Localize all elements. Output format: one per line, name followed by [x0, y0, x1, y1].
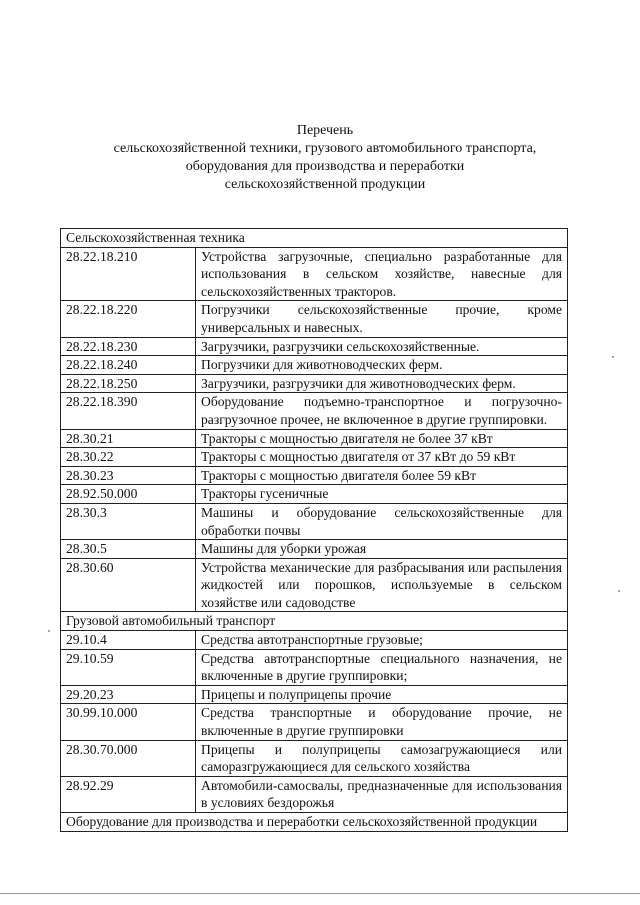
table-row [61, 649, 568, 685]
table-row [61, 393, 568, 429]
description-cell: Тракторы гусеничные [196, 485, 568, 504]
okpd-code-cell: 28.30.21 [61, 429, 196, 448]
table-row [61, 356, 568, 375]
title-line-2: сельскохозяйственной техники, грузового автомобильного транспорта, [113, 141, 537, 156]
okpd-code-cell: 30.99.10.000 [61, 704, 196, 740]
description-cell: Погрузчики для животноводческих ферм. [196, 356, 568, 375]
description-cell: Машины для уборки урожая [196, 540, 568, 559]
okpd-code-cell: 28.30.70.000 [61, 740, 196, 776]
okpd-code-cell: 28.30.22 [61, 448, 196, 467]
table-row [61, 429, 568, 448]
description-cell: Тракторы с мощностью двигателя более 59 кВт [196, 466, 568, 485]
section-header-row [61, 229, 568, 248]
okpd-code-cell: 28.30.23 [61, 466, 196, 485]
okpd-code-cell: 28.22.18.390 [61, 393, 196, 429]
table-row [61, 247, 568, 301]
okpd-code-cell: 28.30.60 [61, 558, 196, 612]
scan-edge-line [0, 893, 640, 894]
table-row [61, 740, 568, 776]
okpd-code-cell: 28.22.18.240 [61, 356, 196, 375]
description-cell: Средства автотранспортные грузовые; [196, 631, 568, 650]
description-cell: Загрузчики, разгрузчики для животноводческих ферм. [196, 374, 568, 393]
table-row [61, 631, 568, 650]
description-cell: Загрузчики, разгрузчики сельскохозяйственные. [196, 337, 568, 356]
equipment-table-body [61, 229, 568, 832]
okpd-code-cell: 29.20.23 [61, 685, 196, 704]
scan-speck [612, 356, 614, 358]
okpd-code-cell: 28.92.50.000 [61, 485, 196, 504]
description-cell: Погрузчики сельскохозяйственные прочие, кроме универсальных и навесных. [196, 301, 568, 337]
okpd-code-cell: 28.92.29 [61, 776, 196, 812]
okpd-code-cell: 28.22.18.210 [61, 247, 196, 301]
table-row [61, 558, 568, 612]
okpd-code-cell: 28.22.18.250 [61, 374, 196, 393]
table-row [61, 685, 568, 704]
scan-speck [48, 630, 50, 632]
section-title: Сельскохозяйственная техника [61, 229, 568, 248]
table-row [61, 540, 568, 559]
description-cell: Средства автотранспортные специального назначения, не включенные в другие группировки; [196, 649, 568, 685]
okpd-code-cell: 28.30.5 [61, 540, 196, 559]
description-cell: Машины и оборудование сельскохозяйственные для обработки почвы [196, 503, 568, 539]
table-row [61, 301, 568, 337]
title-line-4: сельскохозяйственной продукции [224, 177, 426, 192]
table-row [61, 466, 568, 485]
description-cell: Устройства механические для разбрасывания или распыления жидкостей или порошков, используемые в сельском хозяйстве или садоводстве [196, 558, 568, 612]
description-cell: Тракторы с мощностью двигателя от 37 кВт до 59 кВт [196, 448, 568, 467]
section-header-row [61, 813, 568, 832]
section-title: Грузовой автомобильный транспорт [61, 612, 568, 631]
description-cell: Оборудование подъемно-транспортное и погрузочно-разгрузочное прочее, не включенное в другие группировки. [196, 393, 568, 429]
table-row [61, 776, 568, 812]
section-title: Оборудование для производства и переработки сельскохозяйственной продукции [61, 813, 568, 832]
description-cell: Тракторы с мощностью двигателя не более 37 кВт [196, 429, 568, 448]
okpd-code-cell: 28.22.18.230 [61, 337, 196, 356]
description-cell: Автомобили-самосвалы, предназначенные для использования в условиях бездорожья [196, 776, 568, 812]
title-line-1: Перечень [296, 123, 354, 138]
table-row [61, 448, 568, 467]
description-cell: Прицепы и полуприцепы прочие [196, 685, 568, 704]
okpd-code-cell: 29.10.59 [61, 649, 196, 685]
table-row [61, 374, 568, 393]
okpd-code-cell: 29.10.4 [61, 631, 196, 650]
description-cell: Средства транспортные и оборудование прочие, не включенные в другие группировки [196, 704, 568, 740]
description-cell: Устройства загрузочные, специально разработанные для использования в сельском хозяйстве, навесные для сельскохозяйственных тракторов. [196, 247, 568, 301]
okpd-code-cell: 28.30.3 [61, 503, 196, 539]
table-row [61, 337, 568, 356]
title-line-3: оборудования для производства и переработки [185, 159, 465, 174]
section-header-row [61, 612, 568, 631]
scan-speck [618, 590, 620, 592]
table-row [61, 485, 568, 504]
table-row [61, 503, 568, 539]
equipment-table [60, 228, 568, 832]
okpd-code-cell: 28.22.18.220 [61, 301, 196, 337]
table-row [61, 704, 568, 740]
document-title [60, 122, 590, 194]
description-cell: Прицепы и полуприцепы самозагружающиеся или саморазгружающиеся для сельского хозяйства [196, 740, 568, 776]
